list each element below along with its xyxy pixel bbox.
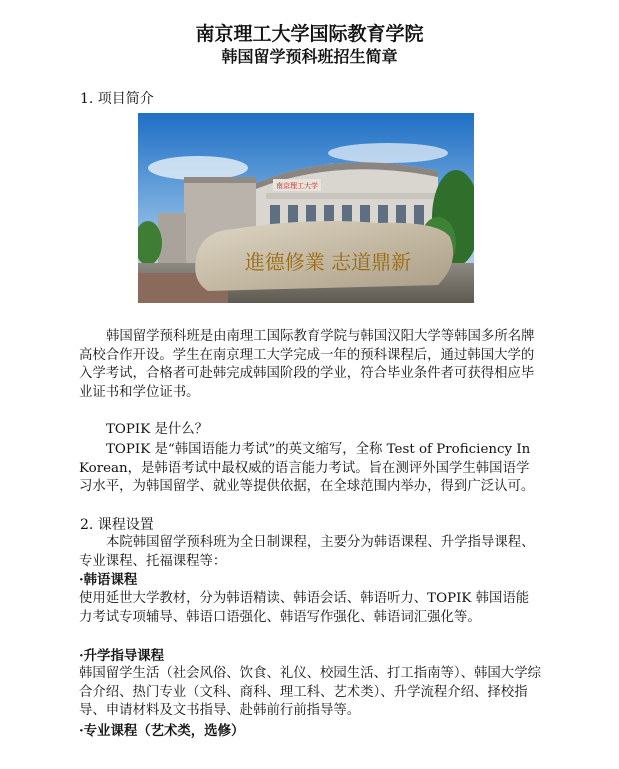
campus-photo-svg <box>138 113 474 303</box>
topik-question: TOPIK 是什么？ <box>106 422 209 437</box>
campus-photo <box>138 113 474 303</box>
document-title: 南京理工大学国际教育学院 <box>195 23 424 45</box>
major-course-heading: ·专业课程（艺术类，选修） <box>79 723 245 739</box>
stone-inscription: 進德修業 志道鼎新 <box>244 250 412 274</box>
section-2-heading: 2. 课程设置 <box>80 517 154 533</box>
building-sign-text: 南京理工大学 <box>276 182 318 190</box>
section-2-intro: 本院韩国留学预科班为全日制课程，主要分为韩语课程、升学指导课程、专业课程、托福课程等： <box>79 535 535 569</box>
guidance-course-heading: ·升学指导课程 <box>79 648 165 664</box>
korean-course-body: 使用延世大学教材，分为韩语精读、韩语会话、韩语听力、TOPIK 韩国语能力考试专项辅导、韩语口语强化、韩语写作强化、韩语词汇强化等。 <box>79 591 530 625</box>
topik-paragraph: TOPIK 是“韩国语能力考试”的英文缩写，全称 Test of Proficiency In Korean，是韩语考试中最权威的语言能力考试。旨在测评外国学生韩国语学习水平，为韩国留学、就业等提供依据，在全球范围内举办，得到广泛认可。 <box>79 442 535 495</box>
section-1-paragraph: 韩国留学预科班是由南理工国际教育学院与韩国汉阳大学等韩国多所名牌高校合作开设。学生在南京理工大学完成一年的预科课程后，通过韩国大学的入学考试，合格者可赴韩完成韩国阶段的学业，符合毕业条件者可获得相应毕业证书和学位证书。 <box>79 329 535 400</box>
korean-course-heading: ·韩语课程 <box>79 572 138 588</box>
document-subtitle: 韩国留学预科班招生简章 <box>221 47 398 66</box>
section-1-heading: 1. 项目简介 <box>80 91 154 107</box>
guidance-course-body: 韩国留学生活（社会风俗、饮食、礼仪、校园生活、打工指南等）、韩国大学综合介绍、热门专业（文科、商科、理工科、艺术类）、升学流程介绍、择校指导、申请材料及文书指导、赴韩前行前指导等。 <box>79 666 541 719</box>
